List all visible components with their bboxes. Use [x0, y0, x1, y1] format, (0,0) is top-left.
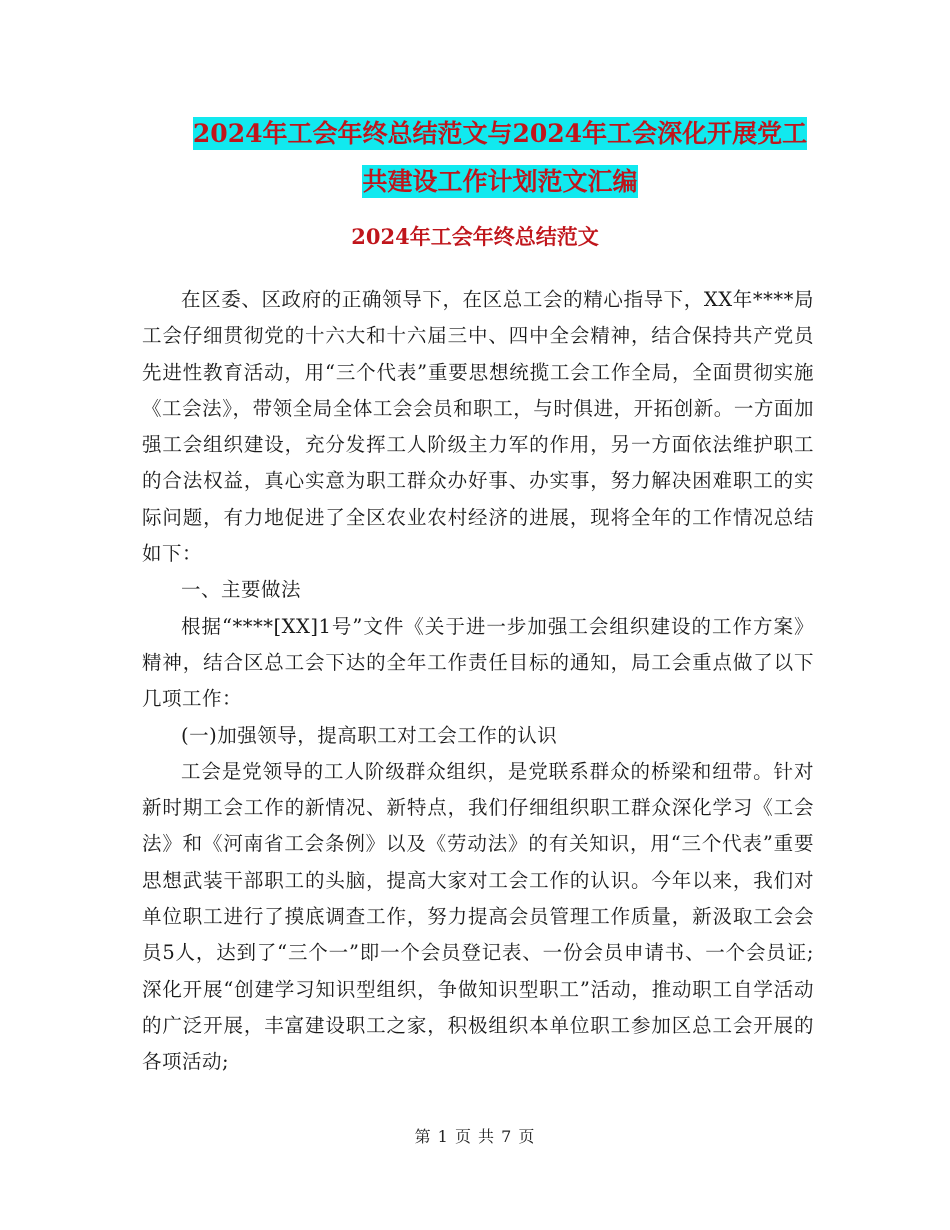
section-title: 2024年工会年终总结范文 [351, 224, 599, 249]
title-line-1: 2024年工会年终总结范文与2024年工会深化开展党工 [192, 119, 808, 148]
heading-main-practices: 一、主要做法 [181, 578, 302, 602]
title-line-2: 共建设工作计划范文汇编 [362, 167, 638, 196]
subheading-leadership: (一)加强领导，提高职工对工会工作的认识 [181, 723, 558, 747]
paragraph-basis: 根据“****[XX]1号”文件《关于进一步加强工会组织建设的工作方案》精神，结合区总工会下达的全年工作责任目标的通知，局工会重点做了以下几项工作： [142, 614, 814, 711]
paragraph-intro: 在区委、区政府的正确领导下，在区总工会的精心指导下，XX年****局工会仔细贯彻党的十六大和十六届三中、四中全会精神，结合保持共产党员先进性教育活动，用“三个代表”重要思想统揽工会工作全局，全面贯彻实施《工会法》，带领全局全体工会会员和职工，与时俱进，开拓创新。一方面加强工会组织建设，充分发挥工人阶级主力军的作用，另一方面依法维护职工的合法权益，真心实意为职工群众办好事、办实事，努力解决困难职工的实际问题，有力地促进了全区农业农村经济的进展，现将全年的工作情况总结如下： [142, 288, 814, 566]
paragraph-union-role: 工会是党领导的工人阶级群众组织，是党联系群众的桥梁和纽带。针对新时期工会工作的新情况、新特点，我们仔细组织职工群众深化学习《工会法》和《河南省工会条例》以及《劳动法》的有关知识，用“三个代表”重要思想武装干部职工的头脑，提高大家对工会工作的认识。今年以来，我们对单位职工进行了摸底调查工作，努力提高会员管理工作质量，新汲取工会会员5人，达到了“三个一”即一个会员登记表、一份会员申请书、一个会员证;深化开展“创建学习知识型组织，争做知识型职工”活动，推动职工自学活动的广泛开展，丰富建设职工之家，积极组织本单位职工参加区总工会开展的各项活动; [142, 759, 814, 1074]
document-title [130, 110, 870, 206]
document-body [142, 282, 814, 1081]
page-footer: 第 1 页 共 7 页 [414, 1127, 536, 1146]
